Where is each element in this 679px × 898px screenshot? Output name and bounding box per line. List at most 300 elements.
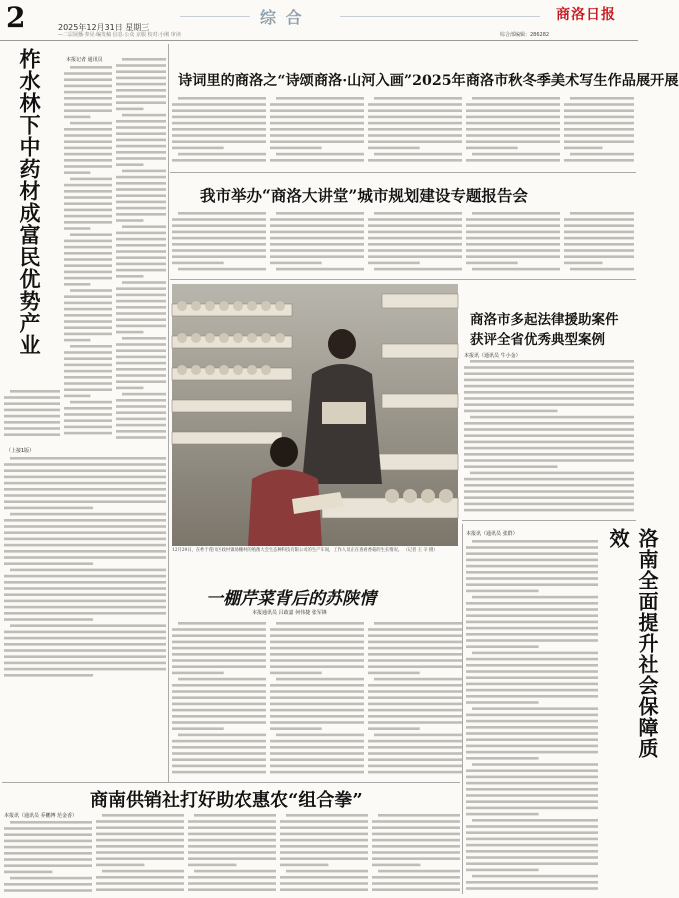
text-line: [378, 814, 460, 817]
column-separator: [168, 44, 169, 782]
text-line: [116, 145, 166, 148]
text-line: [64, 351, 112, 354]
text-line: [374, 622, 462, 625]
text-line: [116, 70, 166, 73]
text-line: [116, 275, 144, 278]
text-line: [4, 463, 166, 466]
text-line: [472, 540, 598, 543]
text-line: [466, 676, 598, 679]
text-line: [464, 441, 634, 444]
text-line: [116, 362, 166, 365]
text-lines: [564, 95, 634, 167]
text-line: [4, 531, 166, 534]
text-line: [270, 128, 364, 131]
text-line: [4, 482, 166, 485]
text-line: [472, 596, 598, 599]
text-line: [194, 814, 276, 817]
text-line: [464, 428, 634, 431]
text-line: [276, 268, 364, 271]
text-line: [116, 207, 166, 210]
text-line: [368, 641, 462, 644]
text-line: [172, 262, 224, 265]
page-number: 2: [6, 1, 26, 34]
text-line: [368, 740, 462, 743]
article-title-social-security: 洛南全面提升社会保障质效: [606, 528, 659, 759]
text-line: [466, 552, 598, 555]
text-line: [172, 231, 266, 234]
text-line: [172, 765, 266, 768]
text-line: [64, 221, 112, 224]
text-line: [70, 345, 112, 348]
text-line: [10, 821, 92, 824]
text-line: [96, 857, 184, 860]
text-line: [466, 243, 560, 246]
text-line: [4, 581, 166, 584]
divider-4: [2, 782, 460, 783]
text-line: [64, 419, 112, 422]
text-line: [466, 231, 560, 234]
text-line: [270, 727, 322, 730]
text-line: [464, 410, 558, 413]
text-line: [172, 243, 266, 246]
text-line: [4, 631, 166, 634]
text-line: [368, 147, 420, 150]
text-line: [270, 758, 364, 761]
text-line: [472, 212, 560, 215]
text-line: [64, 240, 112, 243]
text-line: [64, 159, 112, 162]
date-line: 2025年12月31日 星期三: [58, 23, 150, 32]
text-line: [472, 763, 598, 766]
text-line: [116, 188, 166, 191]
text-line: [280, 857, 368, 860]
text-line: [368, 653, 462, 656]
text-line: [116, 374, 166, 377]
text-line: [116, 201, 166, 204]
text-lines: [172, 95, 266, 167]
text-line: [4, 556, 166, 559]
byline-celery: 本报通讯员 吕政嘉 何伟捷 张军锋: [252, 610, 327, 616]
text-line: [116, 95, 166, 98]
text-line: [368, 752, 462, 755]
text-line: [188, 833, 276, 836]
text-line: [116, 238, 166, 241]
text-line: [64, 388, 112, 391]
text-line: [472, 268, 560, 271]
article-title-legal-2: 获评全省优秀典型案例: [470, 332, 605, 348]
text-line: [64, 258, 112, 261]
text-line: [466, 134, 560, 137]
text-line: [116, 368, 166, 371]
text-line: [374, 97, 462, 100]
text-line: [466, 128, 560, 131]
text-line: [374, 268, 462, 271]
text-line: [4, 415, 60, 418]
article-title-legal-1: 商洛市多起法律援助案件: [470, 312, 619, 328]
text-line: [4, 433, 60, 436]
text-line: [270, 218, 364, 221]
text-line: [564, 224, 634, 227]
divider-1: [170, 172, 636, 173]
text-line: [466, 794, 598, 797]
text-line: [172, 641, 266, 644]
text-lines: [368, 620, 462, 778]
text-line: [564, 237, 634, 240]
text-lines: [280, 812, 368, 895]
text-line: [188, 864, 236, 867]
text-line: [102, 814, 184, 817]
text-line: [270, 709, 364, 712]
text-line: [564, 147, 603, 150]
text-line: [466, 565, 598, 568]
text-line: [368, 665, 462, 668]
text-line: [116, 349, 166, 352]
text-line: [116, 108, 144, 111]
text-line: [466, 255, 560, 258]
text-line: [372, 820, 460, 823]
text-lines: [466, 210, 560, 274]
mushroom-factory-image: [172, 284, 458, 546]
text-line: [4, 612, 166, 615]
text-line: [172, 249, 266, 252]
text-line: [4, 883, 92, 886]
text-line: [464, 403, 634, 406]
text-line: [280, 826, 368, 829]
text-lines: [372, 812, 460, 895]
text-line: [172, 740, 266, 743]
text-line: [368, 218, 462, 221]
text-line: [372, 882, 460, 885]
article-body-lecture-col4: [466, 210, 560, 274]
text-line: [64, 109, 112, 112]
text-line: [172, 684, 266, 687]
text-line: [464, 465, 558, 468]
article-title-celery: 一棚芹菜背后的苏陕情: [206, 589, 376, 609]
text-line: [466, 745, 598, 748]
text-line: [172, 128, 266, 131]
text-line: [188, 851, 276, 854]
text-lines: [116, 56, 166, 442]
text-line: [64, 134, 112, 137]
text-line: [64, 147, 112, 150]
text-line: [96, 826, 184, 829]
text-line: [4, 500, 166, 503]
text-lines: [464, 358, 634, 514]
text-lines: [96, 812, 184, 895]
text-line: [116, 232, 166, 235]
text-line: [64, 209, 112, 212]
text-line: [122, 225, 166, 228]
text-line: [64, 432, 112, 435]
text-line: [172, 122, 266, 125]
text-line: [466, 627, 598, 630]
text-line: [464, 503, 634, 506]
text-line: [470, 360, 634, 363]
text-line: [280, 888, 368, 891]
text-line: [116, 157, 166, 160]
text-line: [172, 721, 266, 724]
text-line: [172, 727, 224, 730]
text-line: [466, 571, 598, 574]
text-line: [466, 738, 598, 741]
text-line: [466, 116, 560, 119]
text-line: [172, 218, 266, 221]
text-line: [564, 134, 634, 137]
text-line: [466, 608, 598, 611]
text-line: [466, 831, 598, 834]
text-line: [368, 659, 462, 662]
text-line: [466, 850, 598, 853]
article-body-social-security: [466, 538, 598, 892]
continued-label: （上接1版）: [6, 448, 35, 454]
text-line: [64, 382, 112, 385]
text-line: [466, 249, 560, 252]
text-line: [178, 678, 266, 681]
text-line: [70, 233, 112, 236]
divider-2: [170, 279, 636, 280]
text-line: [466, 237, 560, 240]
text-line: [4, 864, 92, 867]
text-line: [64, 314, 112, 317]
text-line: [4, 538, 166, 541]
text-line: [116, 64, 166, 67]
text-line: [4, 649, 166, 652]
text-line: [466, 633, 598, 636]
text-line: [188, 876, 276, 879]
text-line: [270, 262, 322, 265]
text-line: [374, 734, 462, 737]
text-line: [466, 782, 598, 785]
text-line: [378, 870, 460, 873]
text-line: [472, 652, 598, 655]
text-line: [564, 218, 634, 221]
text-line: [64, 103, 112, 106]
text-line: [172, 771, 266, 774]
text-line: [122, 281, 166, 284]
article-title-art-expo: 诗词里的商洛之“诗颂商洛·山河入画”2025年商洛市秋冬季美术写生作品展开展: [178, 73, 679, 89]
text-line: [372, 851, 460, 854]
text-line: [368, 159, 462, 162]
text-line: [270, 159, 364, 162]
text-lines: [270, 620, 364, 778]
text-line: [172, 224, 266, 227]
text-line: [116, 250, 166, 253]
text-line: [270, 690, 364, 693]
text-line: [280, 851, 368, 854]
article-body-lecture-col2: [270, 210, 364, 274]
text-line: [286, 814, 368, 817]
text-line: [466, 559, 598, 562]
text-line: [368, 634, 462, 637]
text-line: [96, 888, 184, 891]
text-line: [270, 249, 364, 252]
text-line: [466, 689, 598, 692]
text-line: [116, 318, 166, 321]
text-line: [64, 97, 112, 100]
text-line: [4, 519, 166, 522]
text-lines: [270, 95, 364, 167]
text-line: [64, 264, 112, 267]
text-line: [4, 871, 52, 874]
text-line: [368, 134, 462, 137]
text-line: [466, 583, 598, 586]
text-line: [464, 459, 634, 462]
text-line: [464, 484, 634, 487]
article-body-celery-col3: [368, 620, 462, 778]
text-line: [116, 269, 166, 272]
text-line: [172, 690, 266, 693]
text-line: [270, 140, 364, 143]
text-line: [116, 399, 166, 402]
text-line: [116, 380, 166, 383]
text-line: [270, 653, 364, 656]
text-line: [64, 333, 112, 336]
text-line: [70, 289, 112, 292]
divider-vertical: [462, 524, 463, 894]
byline-legal: 本报讯（通讯员 牛小金）: [464, 353, 521, 359]
byline-supply-coop: 本报讯（通讯员 乔鹏博 范金香）: [4, 813, 78, 819]
text-line: [280, 882, 368, 885]
text-line: [564, 231, 634, 234]
text-line: [70, 178, 112, 181]
text-line: [270, 103, 364, 106]
text-line: [116, 436, 166, 439]
text-line: [472, 819, 598, 822]
text-line: [4, 840, 92, 843]
text-line: [64, 227, 90, 230]
text-line: [4, 587, 166, 590]
text-line: [70, 66, 112, 69]
text-line: [172, 665, 266, 668]
text-line: [96, 864, 144, 867]
text-line: [464, 385, 634, 388]
text-line: [4, 421, 60, 424]
text-line: [466, 159, 560, 162]
text-line: [64, 140, 112, 143]
text-line: [466, 726, 598, 729]
text-line: [188, 882, 276, 885]
article-body-coop-col4: [280, 812, 368, 895]
text-line: [172, 746, 266, 749]
text-lines: [4, 388, 60, 442]
text-line: [368, 746, 462, 749]
text-line: [564, 255, 634, 258]
byline-social-security: 本报讯（通讯员 张群）: [466, 531, 518, 537]
text-line: [116, 139, 166, 142]
text-line: [368, 249, 462, 252]
text-line: [172, 647, 266, 650]
text-line: [368, 703, 462, 706]
text-line: [116, 126, 166, 129]
text-line: [4, 655, 166, 658]
text-line: [10, 877, 92, 880]
text-line: [466, 218, 560, 221]
text-line: [466, 776, 598, 779]
article-body-celery-col1: [172, 620, 266, 778]
text-line: [466, 881, 598, 884]
text-line: [64, 308, 112, 311]
text-line: [64, 320, 112, 323]
text-line: [4, 469, 166, 472]
article-body-herbs-cont: [4, 455, 166, 680]
text-line: [368, 771, 462, 774]
text-line: [64, 395, 90, 398]
text-line: [464, 490, 634, 493]
text-line: [464, 478, 634, 481]
text-line: [172, 147, 224, 150]
text-line: [368, 628, 462, 631]
text-line: [116, 101, 166, 104]
text-line: [466, 825, 598, 828]
text-line: [116, 306, 166, 309]
text-line: [466, 813, 539, 816]
text-line: [4, 488, 166, 491]
text-line: [270, 665, 364, 668]
text-line: [466, 140, 560, 143]
text-line: [116, 77, 166, 80]
text-line: [276, 622, 364, 625]
text-line: [466, 639, 598, 642]
text-line: [4, 643, 166, 646]
article-body-legal: [464, 358, 634, 514]
text-line: [172, 103, 266, 106]
text-line: [116, 325, 166, 328]
article-body-lecture-col5: [564, 210, 634, 274]
text-line: [280, 876, 368, 879]
text-line: [116, 424, 166, 427]
text-line: [172, 715, 266, 718]
text-line: [64, 277, 112, 280]
text-line: [466, 701, 539, 704]
text-lines: [270, 210, 364, 274]
text-line: [270, 740, 364, 743]
text-line: [368, 231, 462, 234]
text-line: [270, 237, 364, 240]
text-line: [116, 405, 166, 408]
text-line: [122, 393, 166, 396]
text-line: [96, 845, 184, 848]
text-line: [368, 765, 462, 768]
text-line: [372, 839, 460, 842]
article-body-coop-col1: [4, 819, 92, 895]
text-line: [472, 875, 598, 878]
text-line: [374, 212, 462, 215]
text-line: [116, 176, 166, 179]
text-line: [172, 758, 266, 761]
text-line: [188, 857, 276, 860]
text-line: [172, 709, 266, 712]
text-line: [64, 271, 112, 274]
text-line: [270, 684, 364, 687]
text-line: [372, 857, 460, 860]
article-body-coop-col2: [96, 812, 184, 895]
text-line: [188, 888, 276, 891]
text-line: [4, 575, 166, 578]
text-line: [194, 870, 276, 873]
text-line: [270, 634, 364, 637]
text-line: [4, 593, 166, 596]
text-line: [374, 678, 462, 681]
text-line: [10, 390, 60, 393]
news-photo-mushroom: [172, 284, 458, 546]
text-line: [172, 659, 266, 662]
text-line: [178, 212, 266, 215]
text-line: [270, 647, 364, 650]
photo-caption: [172, 548, 458, 574]
divider-3: [462, 520, 636, 521]
article-body-herbs-col0: [4, 388, 60, 442]
text-line: [4, 606, 166, 609]
